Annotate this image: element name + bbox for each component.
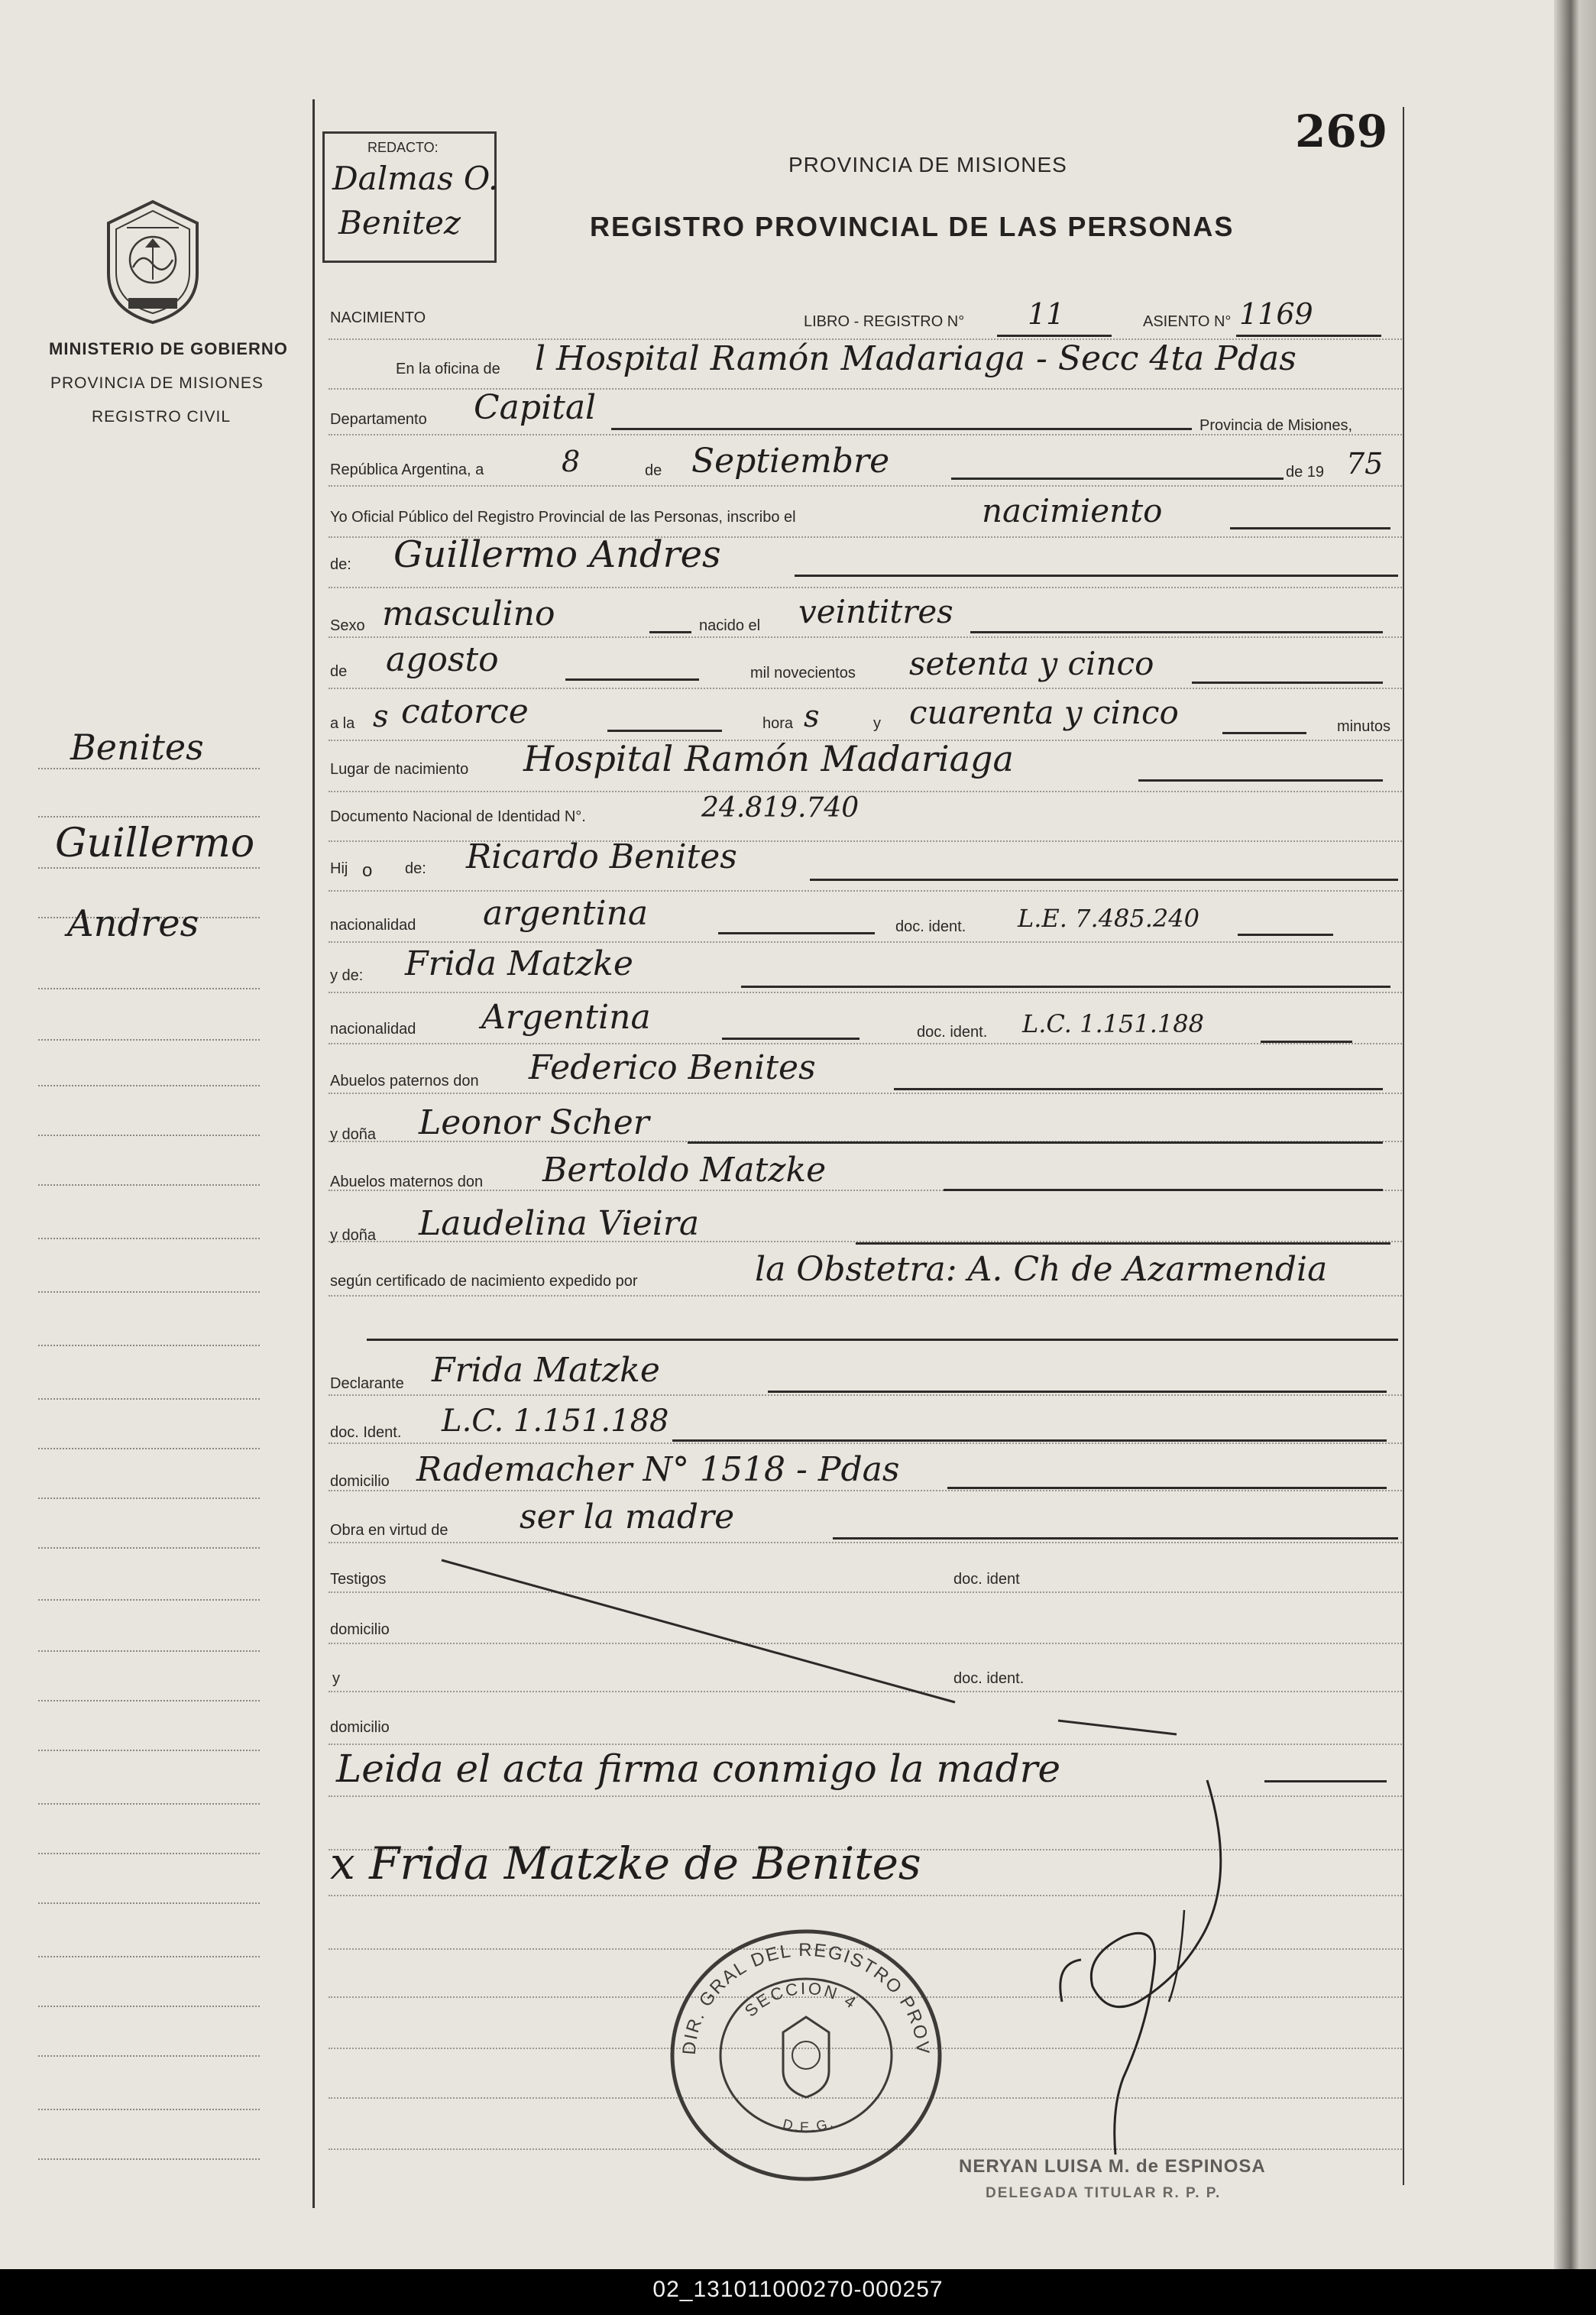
dia-value: 8 xyxy=(562,445,581,478)
header-title: REGISTRO PROVINCIAL DE LAS PERSONAS xyxy=(590,211,1235,242)
nombre-value: Guillermo Andres xyxy=(393,533,721,576)
oficina-label: En la oficina de xyxy=(396,361,500,377)
footer-id: 02_131011000270-000257 xyxy=(652,2277,944,2302)
padre-value: Ricardo Benites xyxy=(466,837,737,876)
declarante-value: Frida Matzke xyxy=(432,1351,660,1390)
domicilio1-value: Rademacher N° 1518 - Pdas xyxy=(416,1450,900,1489)
testigos-label: Testigos xyxy=(330,1571,387,1588)
ministry-label: MINISTERIO DE GOBIERNO xyxy=(49,339,288,358)
svg-text:SECCION 4 xyxy=(741,1979,862,2021)
stamp-outer-text: DIR. GRAL DEL REGISTRO PROV xyxy=(678,1939,934,2056)
libro-label: LIBRO - REGISTRO N° xyxy=(804,313,965,330)
hijo-label: Hij xyxy=(330,860,348,877)
asiento-value: 1169 xyxy=(1239,297,1313,331)
sexo-label: Sexo xyxy=(330,617,365,634)
oficial-text: Yo Oficial Público del Registro Provincial de las Personas, inscribo el xyxy=(330,509,796,526)
nacido-value: veintitres xyxy=(798,593,953,630)
closing-text: Leida el acta firma conmigo la madre xyxy=(336,1747,1061,1791)
abp-value: Federico Benites xyxy=(529,1048,816,1087)
abm-value: Bertoldo Matzke xyxy=(542,1151,827,1190)
domicilio3-label: domicilio xyxy=(330,1719,390,1736)
republica-label: República Argentina, a xyxy=(330,461,484,478)
oficina-value: l Hospital Ramón Madariaga - Secc 4ta Pdas xyxy=(535,339,1297,378)
registry-stamp xyxy=(665,1925,947,2189)
de2-label: de: xyxy=(330,556,351,573)
redacto-line2: Benitez xyxy=(338,204,461,241)
svg-text:D.E.G. xyxy=(782,2114,837,2135)
abm-label: Abuelos maternos don xyxy=(330,1174,484,1190)
y2-doc-label: doc. ident. xyxy=(953,1670,1025,1687)
y2-label: y xyxy=(332,1670,340,1687)
horas-suffix: s xyxy=(804,699,820,734)
horas-label: hora xyxy=(762,715,794,732)
docid-value: L.C. 1.151.188 xyxy=(442,1404,669,1439)
de-label: de xyxy=(645,462,662,479)
stamp-inner-text: SECCION 4 xyxy=(740,1978,862,2021)
official-title: DELEGADA TITULAR R. P. P. xyxy=(986,2185,1222,2201)
sexo-value: masculino xyxy=(382,594,555,633)
nac2-value: Argentina xyxy=(481,998,651,1037)
redacto-label: REDACTO: xyxy=(367,140,439,155)
dni-label: Documento Nacional de Identidad N°. xyxy=(330,808,586,825)
ydona2-label: y doña xyxy=(330,1227,377,1244)
hijo-de-label: de: xyxy=(405,860,426,877)
obra-label: Obra en virtud de xyxy=(330,1522,448,1539)
hijo-suffix: o xyxy=(362,860,373,881)
cert-label: según certificado de nacimiento expedido por xyxy=(330,1273,638,1290)
minutos-value: cuarenta y cinco xyxy=(909,694,1179,731)
mes-value: Septiembre xyxy=(691,442,890,481)
abp2-value: Leonor Scher xyxy=(419,1103,649,1142)
obra-value: ser la madre xyxy=(520,1497,735,1536)
stamp-bottom-text: D.E.G. xyxy=(781,2114,837,2135)
alas-suffix: s xyxy=(373,699,389,734)
mes2-value: agosto xyxy=(386,640,499,679)
nac1-label: nacionalidad xyxy=(330,917,416,934)
doc1-label: doc. ident. xyxy=(895,918,966,935)
doc1-value: L.E. 7.485.240 xyxy=(1018,904,1199,933)
yde-label: y de: xyxy=(330,967,364,984)
y-label: y xyxy=(873,715,881,732)
testigos-doc-label: doc. ident xyxy=(953,1571,1020,1588)
nacido-label: nacido el xyxy=(699,617,761,634)
dni-value: 24.819.740 xyxy=(701,792,860,824)
abm2-value: Laudelina Vieira xyxy=(419,1204,700,1243)
margin-surname: Benites xyxy=(70,727,204,768)
doc2-label: doc. ident. xyxy=(917,1024,988,1041)
page-number: 269 xyxy=(1295,105,1388,157)
oficial-value: nacimiento xyxy=(982,492,1163,529)
libro-value: 11 xyxy=(1028,297,1065,331)
official-name: NERYAN LUISA M. de ESPINOSA xyxy=(959,2156,1266,2177)
cert-value: la Obstetra: A. Ch de Azarmendia xyxy=(755,1250,1328,1289)
nac2-label: nacionalidad xyxy=(330,1021,416,1038)
margin-name-2: Andres xyxy=(67,902,199,945)
mil-label: mil novecientos xyxy=(750,665,856,682)
hora-value: catorce xyxy=(401,692,529,731)
abp-label: Abuelos paternos don xyxy=(330,1073,479,1090)
closing-underline xyxy=(1264,1780,1387,1782)
nac1-value: argentina xyxy=(483,894,649,933)
minutos-label: minutos xyxy=(1337,718,1391,735)
docid-label: doc. Ident. xyxy=(330,1424,402,1441)
madre-value: Frida Matzke xyxy=(405,944,633,983)
registry-label: REGISTRO CIVIL xyxy=(92,408,231,426)
departamento-value: Capital xyxy=(474,388,597,427)
header-province: PROVINCIA DE MISIONES xyxy=(788,153,1067,176)
anio-label: de 19 xyxy=(1286,464,1325,481)
domicilio2-label: domicilio xyxy=(330,1621,390,1638)
lugar-label: Lugar de nacimiento xyxy=(330,761,469,778)
signature-text: x Frida Matzke de Benites xyxy=(330,1837,921,1889)
departamento-label: Departamento xyxy=(330,411,427,428)
lugar-value: Hospital Ramón Madariaga xyxy=(523,738,1014,779)
nacimiento-label: NACIMIENTO xyxy=(330,309,426,326)
official-signature xyxy=(947,1773,1253,2170)
asiento-label: ASIENTO N° xyxy=(1143,313,1232,330)
anio2-value: setenta y cinco xyxy=(909,645,1154,682)
doc2-value: L.C. 1.151.188 xyxy=(1022,1009,1204,1038)
anio-value: 75 xyxy=(1346,447,1384,481)
margin-name-1: Guillermo xyxy=(55,821,255,866)
alas-label: a la xyxy=(330,715,355,732)
provincia-suffix: Provincia de Misiones, xyxy=(1199,417,1353,434)
de3-label: de xyxy=(330,663,348,680)
left-province-label: PROVINCIA DE MISIONES xyxy=(50,374,264,392)
declarante-label: Declarante xyxy=(330,1375,404,1392)
domicilio1-label: domicilio xyxy=(330,1473,390,1490)
redacto-line1: Dalmas O. xyxy=(332,160,499,197)
ydona1-label: y doña xyxy=(330,1126,377,1143)
